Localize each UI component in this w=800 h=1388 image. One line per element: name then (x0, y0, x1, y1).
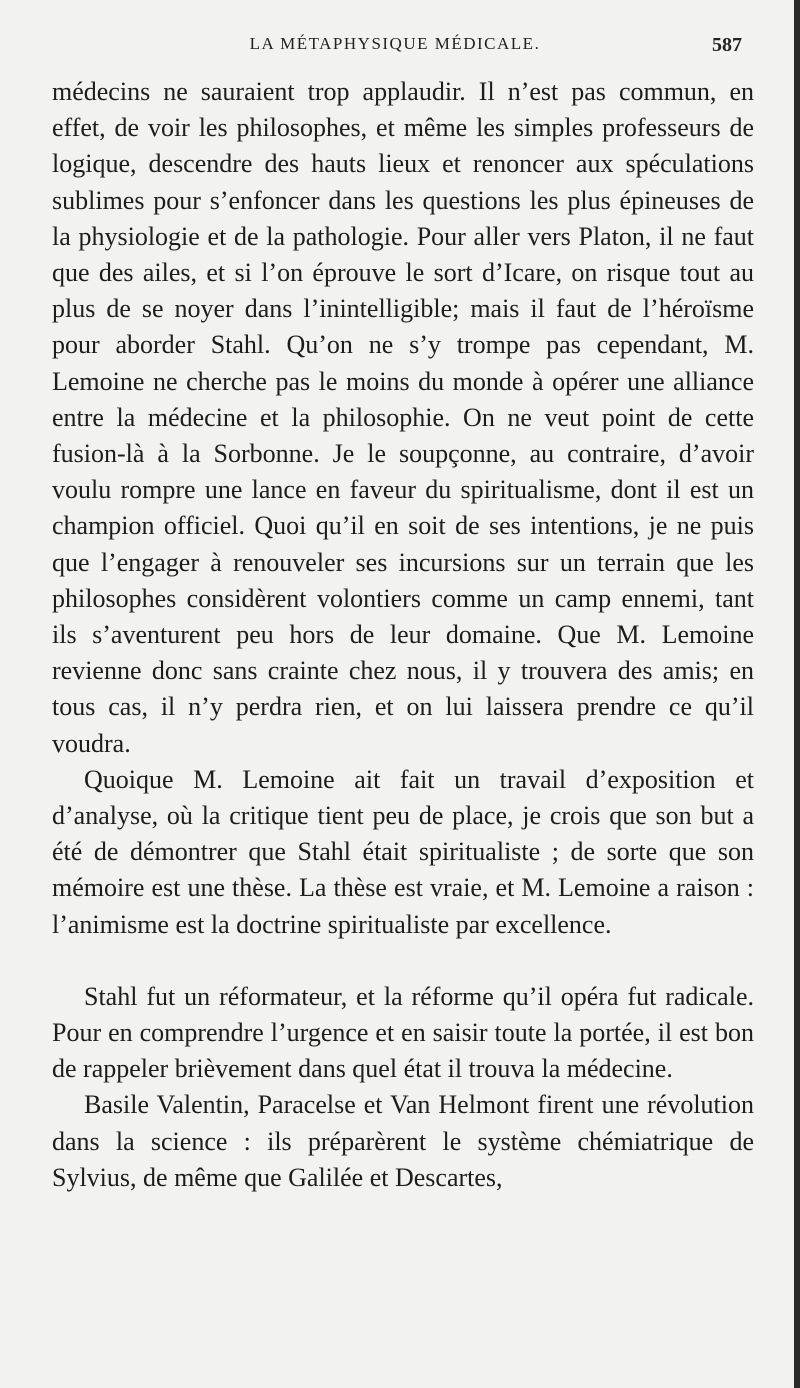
running-head: LA MÉTAPHYSIQUE MÉDICALE. (249, 34, 541, 53)
paragraph-4: Basile Valentin, Paracelse et Van Helmont firent une révolution dans la science : ils préparèrent le système chémiatrique de Sylvius, de même que Galilée et Descartes, (52, 1090, 754, 1192)
paragraph-1: médecins ne sauraient trop applaudir. Il n’est pas commun, en effet, de voir les philosophes, et même les simples professeurs de logique, descendre des hauts lieux et renoncer aux spéculations sublimes pour s’enfoncer dans les questions les plus épineuses de la physiologie et de la pathologie. Pour aller vers Platon, il ne faut que des ailes, et si l’on éprouve le sort d’Icare, on risque tout au plus de se noyer dans l’inintelligible; mais il faut de l’héroïsme pour aborder Stahl. Qu’on ne s’y trompe pas cependant, M. Lemoine ne cherche pas le moins du monde à opérer une alliance entre la médecine et la philosophie. On ne veut point de cette fusion-là à la Sorbonne. Je le soupçonne, au contraire, d’avoir voulu rompre une lance en faveur du spiritualisme, dont il est un champion officiel. Quoi qu’il en soit de ses intentions, je ne puis que l’engager à renouveler ses incursions sur un terrain que les philosophes considèrent volontiers comme un camp ennemi, tant ils s’aventurent peu hors de leur domaine. Que M. Lemoine revienne donc sans crainte chez nous, il y trouvera des amis; en tous cas, il n’y perdra rien, et on lui laissera prendre ce qu’il voudra. (52, 77, 754, 758)
paragraph-3: Stahl fut un réformateur, et la réforme qu’il opéra fut radicale. Pour en comprendre l’urgence et en saisir toute la portée, il est bon de rappeler brièvement dans quel état il trouva la médecine. (52, 981, 754, 1084)
paragraph-2: Quoique M. Lemoine ait fait un travail d’exposition et d’analyse, où la critique tient peu de place, je crois que son but a été de démontrer que Stahl était spiritualiste ; de sorte que son mémoire est une thèse. La thèse est vraie, et M. Lemoine a raison : l’animisme est la doctrine spiritualiste par excellence. (52, 764, 754, 939)
page-header (0, 34, 800, 58)
page-edge (794, 0, 800, 1388)
body-text (52, 74, 754, 1196)
page-number: 587 (712, 34, 742, 56)
